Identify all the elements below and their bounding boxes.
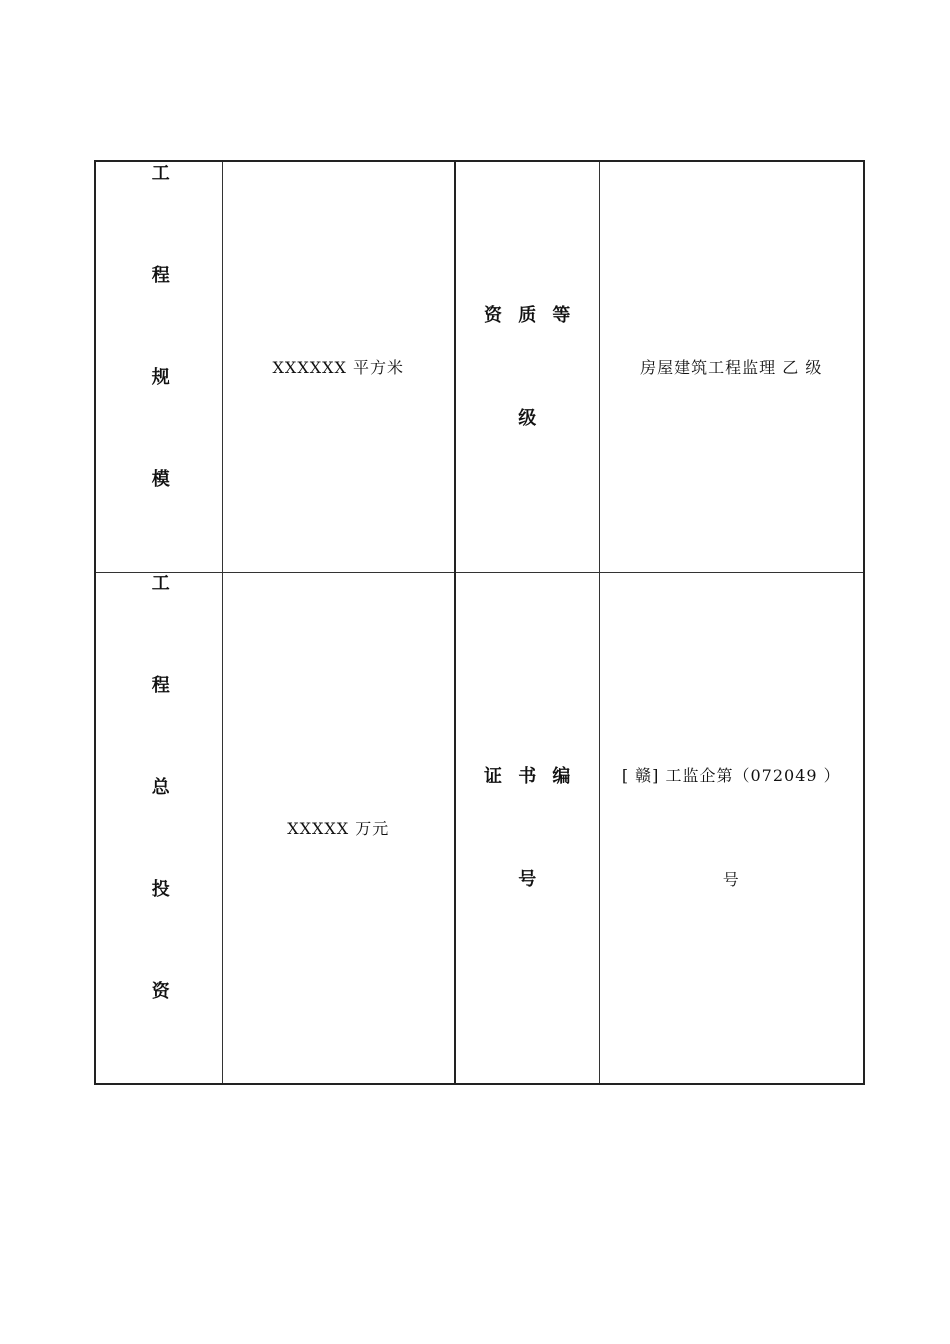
value-cell [599, 572, 864, 1084]
label-cell [95, 572, 222, 1084]
certificate-number-label: 证书编号 [484, 765, 587, 890]
info-table [94, 160, 865, 1085]
total-investment-value: XXXXX 万元 [287, 819, 390, 839]
certificate-number-value: [ 赣] 工监企第（072049 ）号 [621, 765, 841, 889]
value-cell [222, 161, 455, 572]
label-cell [95, 161, 222, 572]
label-cell [455, 572, 599, 1084]
project-scale-label: 工程规模 [148, 162, 170, 571]
value-cell [222, 572, 455, 1084]
total-investment-label: 工程总投资 [148, 572, 170, 1083]
table-row [95, 161, 864, 572]
qualification-level-value: 房屋建筑工程监理 乙 级 [640, 358, 823, 378]
project-scale-value: XXXXXX 平方米 [272, 358, 404, 378]
table-row [95, 572, 864, 1084]
value-cell [599, 161, 864, 572]
label-cell [455, 161, 599, 572]
qualification-level-label: 资质等级 [484, 304, 587, 429]
